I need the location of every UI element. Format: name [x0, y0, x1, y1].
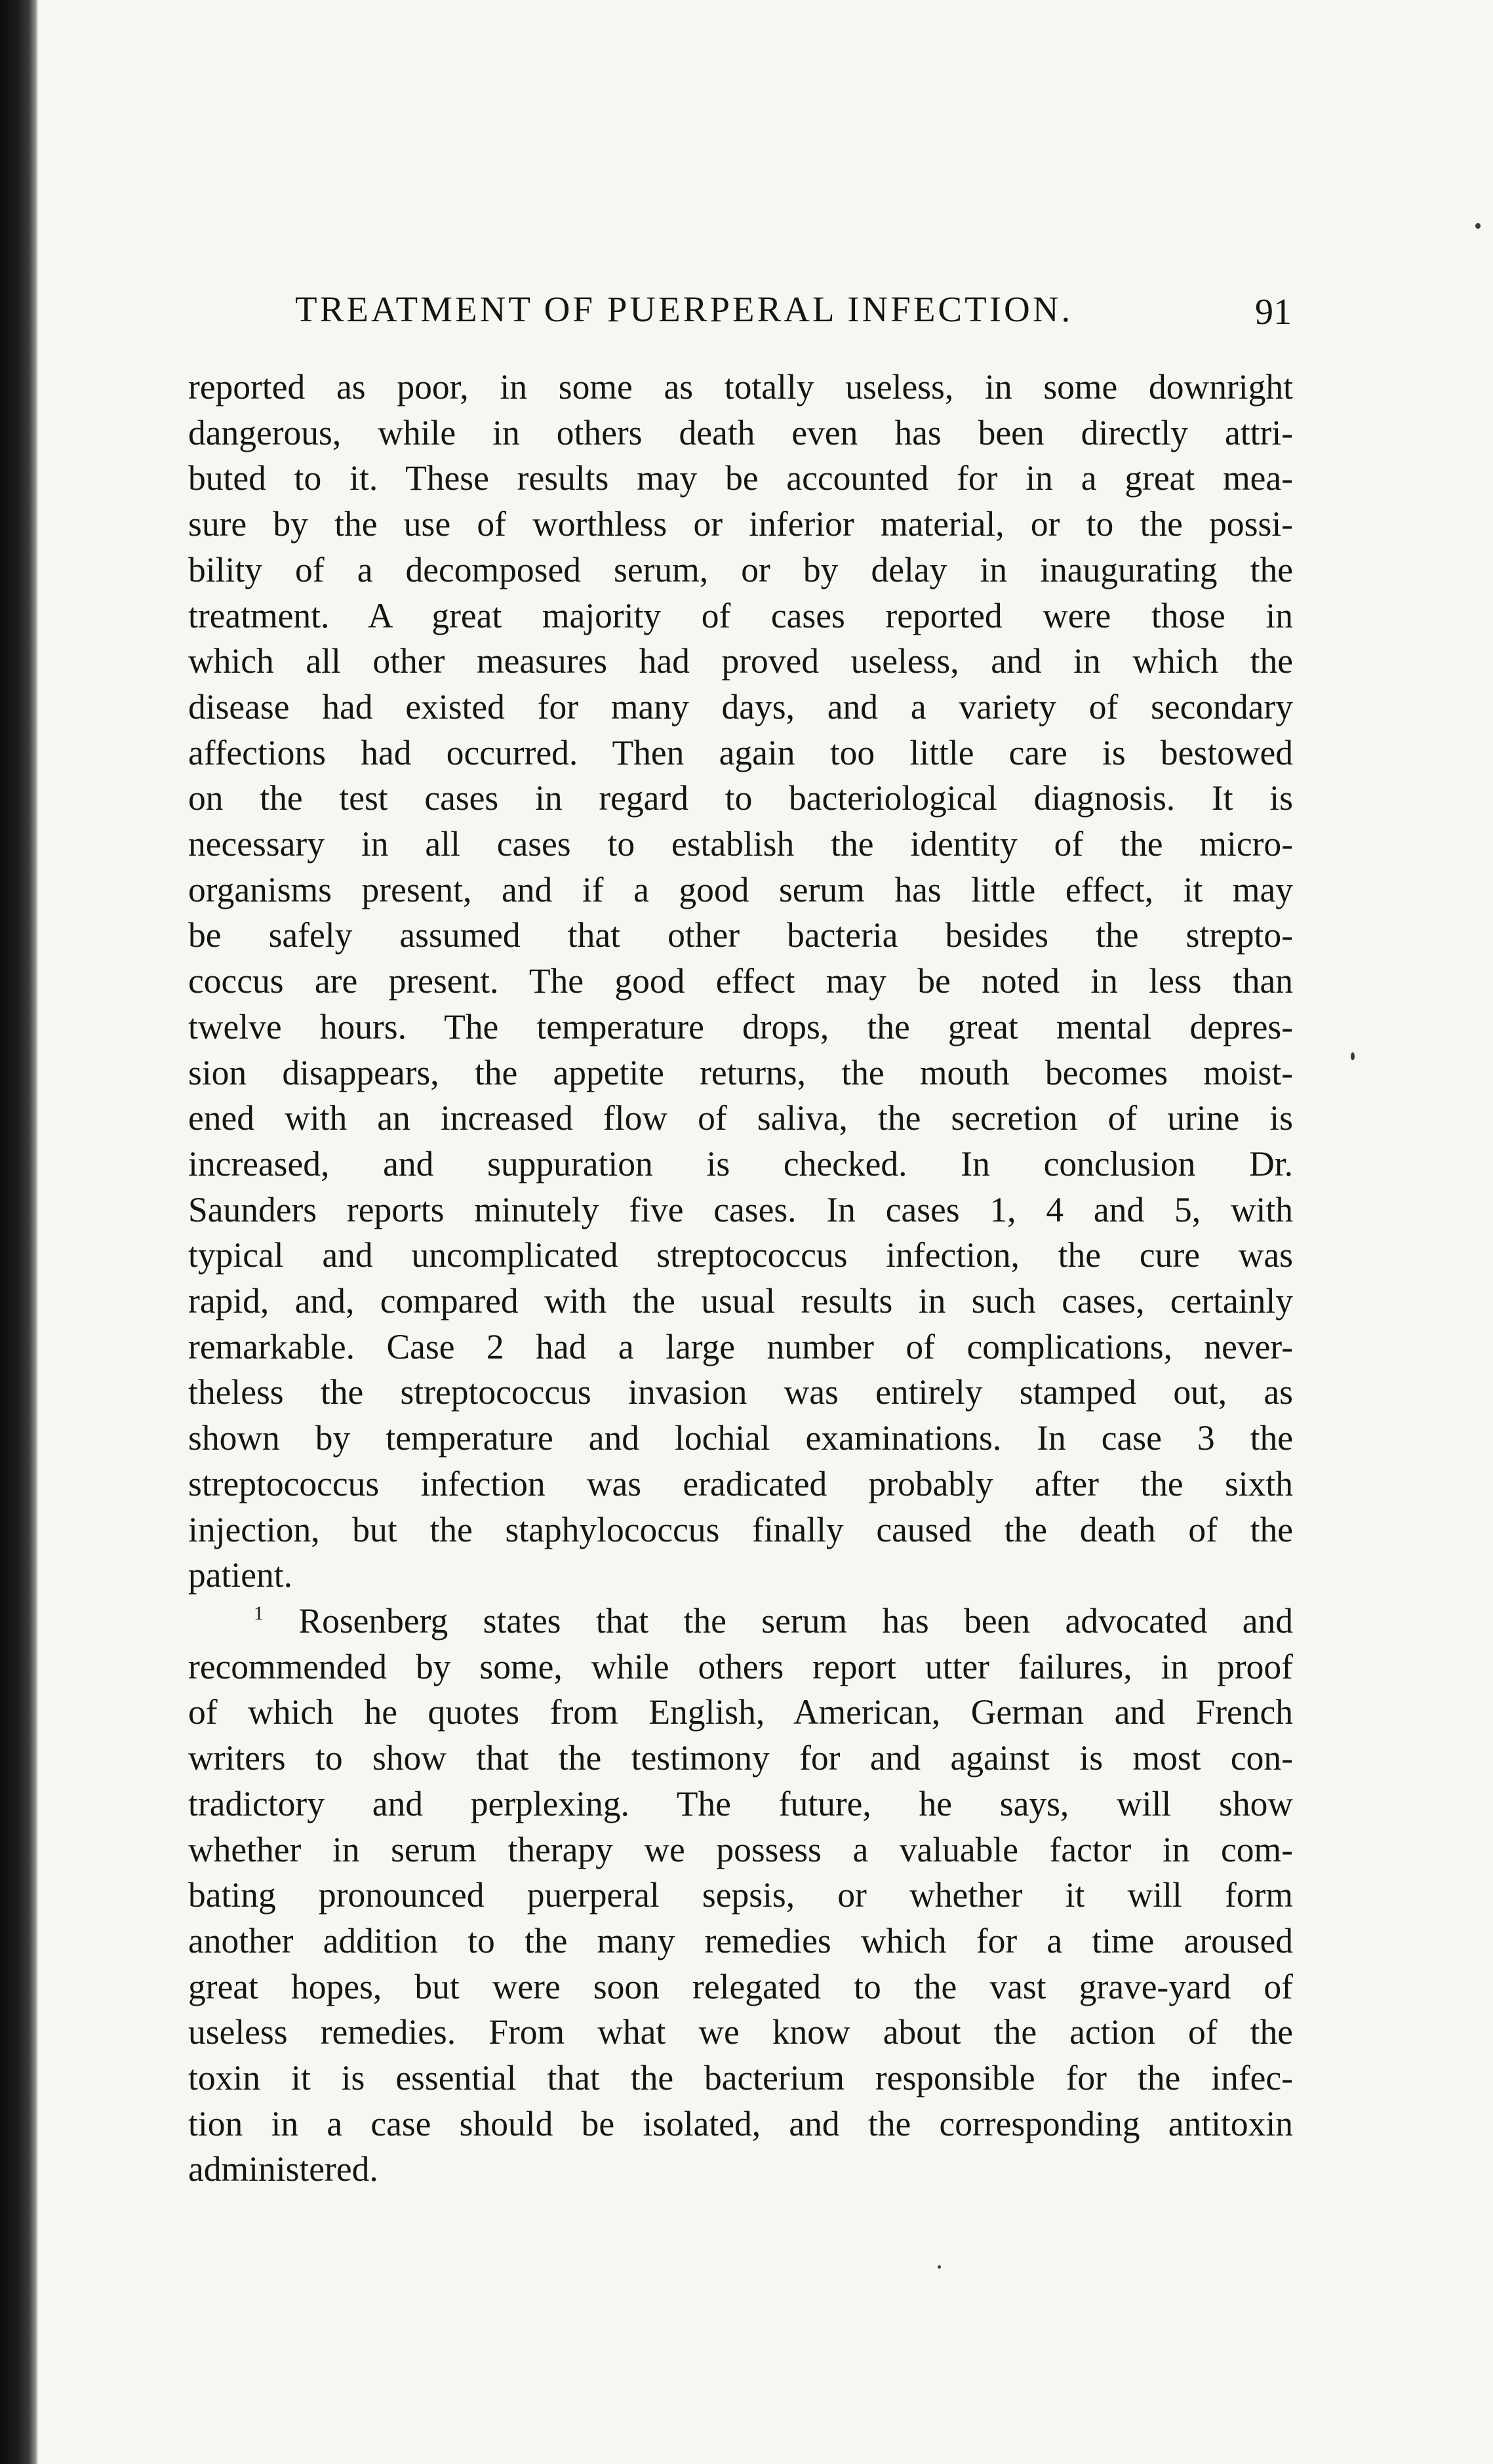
paragraph-2	[188, 1599, 1293, 2193]
text-line: ened with an increased flow of saliva, the secretion of urine is	[188, 1098, 1293, 1138]
text-line: increased, and suppuration is checked. In conclusion Dr.	[188, 1143, 1293, 1183]
text-line: injection, but the staphylococcus finally caused the death of the	[188, 1509, 1293, 1549]
text-line: patient.	[188, 1555, 292, 1595]
text-line: theless the streptococcus invasion was entirely stamped out, as	[188, 1372, 1293, 1412]
text-line: great hopes, but were soon relegated to the vast grave-yard of	[188, 1966, 1293, 2006]
text-line: bility of a decomposed serum, or by delay in inaugurating the	[188, 549, 1293, 589]
text-line: twelve hours. The temperature drops, the great mental depres-	[188, 1006, 1293, 1046]
text-line: tion in a case should be isolated, and the corresponding antitoxin	[188, 2103, 1293, 2143]
text-line: sure by the use of worthless or inferior material, or to the possi-	[188, 504, 1293, 544]
ink-speck	[938, 2265, 941, 2269]
ink-speck	[1351, 1052, 1355, 1060]
text-line: treatment. A great majority of cases reported were those in	[188, 595, 1293, 635]
text-line: tradictory and perplexing. The future, he says, will show	[188, 1783, 1293, 1823]
page-number: 91	[1255, 292, 1292, 332]
page-header	[295, 282, 1292, 341]
footnote-marker: 1	[254, 1602, 264, 1624]
text-line: of which he quotes from English, American, German and French	[188, 1692, 1293, 1732]
text-line: writers to show that the testimony for and against is most con-	[188, 1738, 1293, 1778]
text-line: which all other measures had proved useless, and in which the	[188, 641, 1293, 681]
text-line: necessary in all cases to establish the identity of the micro-	[188, 824, 1293, 864]
running-title: TREATMENT OF PUERPERAL INFECTION.	[295, 289, 1073, 329]
text-line: Saunders reports minutely five cases. In cases 1, 4 and 5, with	[188, 1189, 1293, 1229]
text-line: toxin it is essential that the bacterium responsible for the infec-	[188, 2058, 1293, 2098]
text-line: be safely assumed that other bacteria besides the strepto-	[188, 915, 1293, 955]
body-text	[188, 365, 1293, 2193]
text-line: dangerous, while in others death even has been directly attri-	[188, 412, 1293, 452]
text-line: another addition to the many remedies which for a time aroused	[188, 1920, 1293, 1960]
text-line: on the test cases in regard to bacteriological diagnosis. It is	[188, 778, 1293, 818]
text-line: coccus are present. The good effect may be noted in less than	[188, 961, 1293, 1001]
ink-speck	[1475, 223, 1481, 229]
text-line: administered.	[188, 2149, 378, 2189]
binding-edge	[0, 0, 38, 2464]
text-line: affections had occurred. Then again too little care is bestowed	[188, 732, 1293, 772]
text-line: streptococcus infection was eradicated probably after the sixth	[188, 1463, 1293, 1503]
text-line: bating pronounced puerperal sepsis, or whether it will form	[188, 1875, 1293, 1915]
text-line: sion disappears, the appetite returns, the mouth becomes moist-	[188, 1052, 1293, 1092]
text-line: buted to it. These results may be accounted for in a great mea-	[188, 458, 1293, 498]
text-line: disease had existed for many days, and a variety of secondary	[188, 686, 1293, 726]
text-line	[188, 1599, 1293, 1644]
text-line: recommended by some, while others report utter failures, in proof	[188, 1646, 1293, 1686]
text-line: shown by temperature and lochial examinations. In case 3 the	[188, 1418, 1293, 1458]
paragraph-1	[188, 365, 1293, 1599]
text-line-content: Rosenberg states that the serum has been advocated and	[298, 1600, 1294, 1640]
text-line: rapid, and, compared with the usual results in such cases, certainly	[188, 1281, 1293, 1321]
text-line: reported as poor, in some as totally useless, in some downright	[188, 367, 1293, 407]
text-line: useless remedies. From what we know about the action of the	[188, 2012, 1293, 2052]
text-line: typical and uncomplicated streptococcus infection, the cure was	[188, 1235, 1293, 1275]
text-line: remarkable. Case 2 had a large number of complications, never-	[188, 1326, 1293, 1366]
text-line: organisms present, and if a good serum has little effect, it may	[188, 869, 1293, 909]
text-line: whether in serum therapy we possess a valuable factor in com-	[188, 1829, 1293, 1869]
